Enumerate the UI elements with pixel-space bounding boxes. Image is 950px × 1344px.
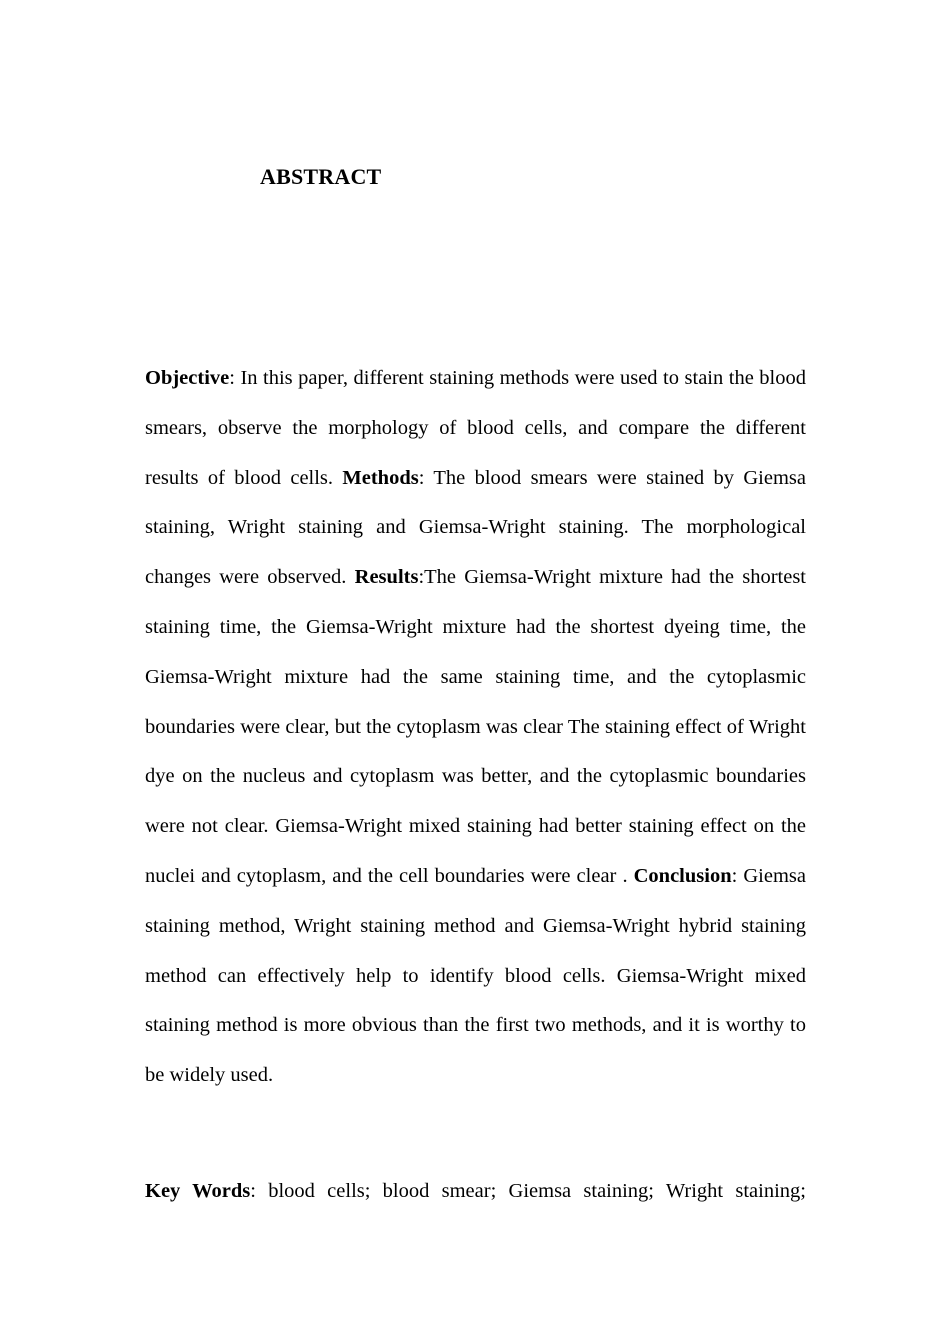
abstract-heading: ABSTRACT	[260, 164, 382, 189]
objective-text: : In this paper, different staining methods were used to stain the blood smears, observe the morphology of blood cells, and compare the different results of blood cells.	[145, 367, 806, 489]
results-text: :The Giemsa-Wright mixture had the shortest staining time, the Giemsa-Wright mixture had the shortest dyeing time, the Giemsa-Wright mixture had the same staining time, and the cytoplasmic boundaries were clear, but the cytoplasm was clear The staining effect of Wright dye on the nucleus and cytoplasm was better, and the cytoplasmic boundaries were not clear. Giemsa-Wright mixed staining had better staining effect on the nuclei and cytoplasm, and the cell boundaries were clear .	[145, 566, 806, 887]
keywords-label: Key Words	[145, 1180, 251, 1202]
methods-label: Methods	[342, 466, 419, 489]
objective-label: Objective	[145, 367, 230, 389]
abstract-paragraph	[145, 354, 806, 1101]
results-label: Results	[354, 566, 419, 589]
methods-text: : The blood smears were stained by Giemsa staining, Wright staining and Giemsa-Wright staining. The morphological changes were observed.	[145, 466, 806, 589]
keywords-line	[145, 1167, 806, 1217]
conclusion-label: Conclusion	[633, 864, 732, 887]
keywords-text: : blood cells; blood smear; Giemsa staining; Wright staining;	[250, 1180, 806, 1202]
conclusion-text: : Giemsa staining method, Wright staining method and Giemsa-Wright hybrid staining method can effectively help to identify blood cells. Giemsa-Wright mixed staining method is more obvious than the first two methods, and it is worthy to be widely used.	[145, 864, 806, 1087]
